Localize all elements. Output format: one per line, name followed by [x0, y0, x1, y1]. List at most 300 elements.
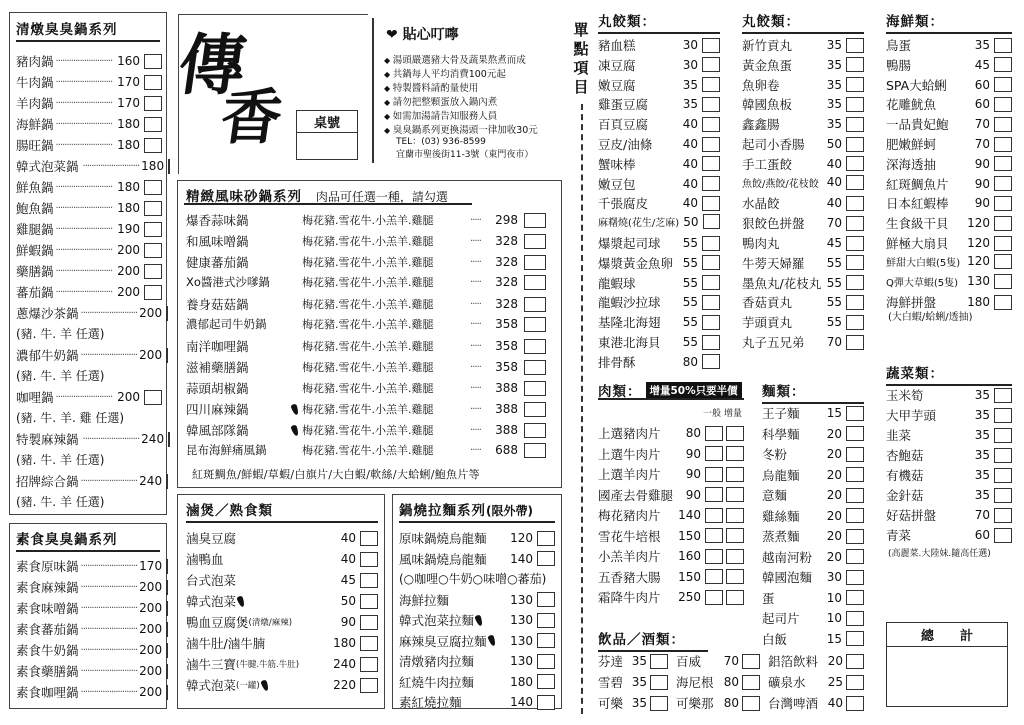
order-checkbox[interactable] [166, 580, 168, 595]
stinky-pot-row [16, 241, 162, 259]
item-name: 清燉豬肉拉麵 [399, 654, 475, 669]
item-name: 牛肉鍋 [16, 75, 54, 90]
item-name: 嫩豆腐 [598, 77, 636, 93]
meat-col-extra: 增量 [724, 409, 743, 419]
order-checkbox[interactable] [705, 569, 723, 584]
order-checkbox[interactable] [846, 696, 864, 711]
order-checkbox[interactable] [703, 214, 720, 229]
order-checkbox[interactable] [994, 216, 1012, 231]
order-checkbox[interactable] [166, 664, 168, 679]
order-checkbox[interactable] [537, 613, 555, 628]
order-checkbox[interactable] [537, 695, 555, 710]
item-price: 40 [682, 137, 698, 151]
order-checkbox[interactable] [144, 222, 162, 237]
notice-text: 如需加湯請告知服務人員 [392, 111, 498, 122]
order-checkbox[interactable] [360, 594, 378, 609]
order-checkbox[interactable] [524, 339, 546, 354]
order-checkbox[interactable] [702, 156, 720, 171]
item-name: 狠餃色拼盤 [742, 216, 805, 232]
vegetable-row [886, 446, 1012, 464]
veg-pot-row [16, 662, 162, 680]
noodle-row [399, 591, 555, 609]
item-name: 紅斑鯛魚片 [886, 176, 949, 192]
order-checkbox[interactable] [166, 306, 168, 321]
item-name: 大甲芋頭 [886, 408, 937, 423]
order-checkbox[interactable] [524, 423, 546, 438]
order-checkbox[interactable] [742, 696, 760, 711]
order-checkbox[interactable] [166, 601, 168, 616]
veg-pot-row [16, 599, 162, 617]
item-price: 90 [340, 615, 356, 629]
item-price: 35 [826, 38, 842, 52]
item-price: 180 [510, 674, 533, 689]
order-checkbox[interactable] [726, 508, 744, 523]
spicy-slot [290, 402, 302, 416]
item-price: 55 [682, 275, 698, 290]
order-checkbox[interactable] [650, 675, 668, 690]
order-checkbox[interactable] [702, 315, 720, 330]
order-checkbox[interactable] [994, 274, 1012, 289]
order-checkbox[interactable] [742, 654, 760, 669]
order-checkbox[interactable] [846, 117, 864, 132]
item-name: 東港北海貝 [598, 335, 661, 350]
order-checkbox[interactable] [166, 348, 168, 363]
order-checkbox[interactable] [994, 508, 1012, 523]
order-checkbox[interactable] [846, 196, 864, 211]
order-checkbox[interactable] [846, 654, 864, 669]
order-checkbox[interactable] [994, 156, 1012, 171]
total-label: 總 計 [887, 623, 1007, 647]
item-name: 韓式泡菜 [186, 678, 237, 693]
order-checkbox[interactable] [994, 236, 1012, 251]
item-name: 杏鮑菇 [886, 448, 924, 463]
meat-choice: 梅花豬.雪花牛.小羔羊.雞腿 [302, 298, 434, 311]
item-price: 90 [685, 487, 701, 502]
claypot-title-underline [184, 203, 472, 205]
seafood-row [886, 115, 1012, 133]
vegetable-row [886, 506, 1012, 524]
order-checkbox[interactable] [524, 381, 546, 396]
order-checkbox[interactable] [846, 97, 864, 112]
total-box[interactable] [886, 622, 1008, 707]
order-checkbox[interactable] [537, 654, 555, 669]
order-checkbox[interactable] [994, 295, 1012, 310]
order-checkbox[interactable] [524, 213, 546, 228]
order-checkbox[interactable] [846, 335, 864, 350]
order-checkbox[interactable] [144, 138, 162, 153]
item-name: 韭菜 [886, 428, 912, 443]
item-price: 170 [139, 559, 163, 573]
item-name: 素食藥膳鍋 [16, 664, 79, 679]
order-checkbox[interactable] [726, 549, 744, 564]
item-price: 45 [826, 236, 842, 250]
order-checkbox[interactable] [994, 176, 1012, 191]
noodle-single-row [762, 548, 864, 566]
item-price: 328 [495, 234, 518, 248]
leader-dots: ·························· [80, 602, 138, 614]
balls1-row [598, 194, 720, 212]
spicy-slot [290, 423, 302, 437]
item-name: 雪碧 [598, 675, 624, 690]
item-price: 120 [510, 531, 533, 545]
order-checkbox[interactable] [650, 654, 668, 669]
order-checkbox[interactable] [846, 426, 864, 441]
order-checkbox[interactable] [846, 447, 864, 462]
order-checkbox[interactable] [144, 285, 162, 300]
item-name: 水晶餃 [742, 196, 780, 212]
noodle-single-title: 麵類： [762, 380, 864, 404]
leader-dots: ·························· [80, 307, 138, 319]
order-checkbox[interactable] [702, 176, 720, 191]
leader-dots: ·························· [80, 623, 138, 635]
order-checkbox[interactable] [846, 255, 864, 270]
drink-row [676, 694, 760, 712]
item-price: 200 [139, 348, 163, 362]
noodle-title: 鍋燒拉麵系列 [399, 503, 486, 519]
item-price: 55 [682, 236, 698, 250]
item-name: 滷鴨血 [186, 552, 224, 567]
heart-icon: ❤ [386, 27, 398, 43]
stinky-pot-row [16, 304, 162, 322]
item-price: 50 [683, 214, 699, 229]
item-price: 35 [826, 77, 842, 92]
order-checkbox[interactable] [726, 467, 744, 482]
order-checkbox[interactable] [994, 77, 1012, 92]
claypot-row [186, 316, 552, 332]
order-checkbox[interactable] [705, 528, 723, 543]
order-checkbox[interactable] [144, 117, 162, 132]
meat-row [598, 588, 744, 606]
balls2-row [742, 333, 864, 351]
order-checkbox[interactable] [360, 531, 378, 546]
chili-icon [290, 424, 299, 436]
noodle-single-row [762, 486, 864, 504]
item-price: 160 [117, 54, 140, 68]
seafood-row [886, 155, 1012, 173]
item-price: 20 [826, 447, 842, 461]
order-checkbox[interactable] [702, 275, 720, 290]
drink-row [768, 673, 864, 691]
order-checkbox[interactable] [742, 675, 760, 690]
order-checkbox[interactable] [524, 255, 546, 270]
item-name: 韓國泡麵 [762, 570, 813, 585]
item-name: 蕃茄鍋 [16, 285, 54, 300]
leader-dots: ·························· [55, 286, 113, 298]
order-checkbox[interactable] [360, 573, 378, 588]
order-checkbox[interactable] [846, 570, 864, 585]
item-name: 雞蛋豆腐 [598, 97, 649, 113]
order-checkbox[interactable] [994, 448, 1012, 463]
item-name: 起司小香腸 [742, 137, 805, 152]
item-price: 20 [826, 508, 842, 523]
order-checkbox[interactable] [524, 443, 546, 458]
order-checkbox[interactable] [994, 388, 1012, 403]
order-checkbox[interactable] [705, 590, 723, 605]
meat-row [598, 506, 744, 524]
order-checkbox[interactable] [702, 97, 720, 112]
order-checkbox[interactable] [994, 137, 1012, 152]
vegetable-row [886, 386, 1012, 404]
item-name: 雞腿鍋 [16, 222, 54, 237]
item-name: 素食味噌鍋 [16, 601, 79, 616]
notice-item [384, 94, 497, 108]
item-name: 國產去骨雞腿 [598, 487, 674, 503]
stinky-pot-row [16, 73, 162, 91]
seafood-row [886, 95, 1012, 113]
order-checkbox[interactable] [144, 54, 162, 69]
order-checkbox[interactable] [524, 275, 546, 290]
item-name: 礦泉水 [768, 675, 806, 690]
balls1-row [598, 36, 720, 54]
order-checkbox[interactable] [702, 255, 720, 270]
drink-row [598, 694, 668, 712]
order-checkbox[interactable] [702, 335, 720, 350]
order-checkbox[interactable] [360, 636, 378, 651]
leader-dots: ·························· [55, 97, 113, 109]
order-checkbox[interactable] [537, 633, 555, 648]
order-checkbox[interactable] [360, 657, 378, 672]
order-checkbox[interactable] [702, 77, 720, 92]
item-price: 30 [682, 57, 698, 72]
order-checkbox[interactable] [846, 529, 864, 544]
order-checkbox[interactable] [702, 236, 720, 251]
order-checkbox[interactable] [846, 216, 864, 231]
order-checkbox[interactable] [168, 159, 170, 174]
order-checkbox[interactable] [360, 678, 378, 693]
order-checkbox[interactable] [144, 75, 162, 90]
leader-dots: ·························· [80, 644, 138, 656]
item-name: 越南河粉 [762, 549, 813, 565]
item-price: 40 [682, 176, 698, 191]
order-checkbox[interactable] [166, 643, 168, 658]
item-name: 香菇貢丸 [742, 295, 793, 311]
claypot-row [186, 232, 552, 250]
item-name: 好菇拼盤 [886, 508, 937, 523]
order-checkbox[interactable] [524, 317, 546, 332]
order-checkbox[interactable] [846, 295, 864, 310]
item-name: 濃郁起司牛奶鍋 [186, 317, 267, 331]
item-price: 35 [974, 448, 990, 462]
order-checkbox[interactable] [524, 360, 546, 375]
order-checkbox[interactable] [650, 696, 668, 711]
order-checkbox[interactable] [537, 531, 555, 546]
order-checkbox[interactable] [144, 264, 162, 279]
item-price: 35 [974, 488, 990, 502]
order-checkbox[interactable] [726, 426, 744, 441]
item-price: 130 [967, 274, 990, 289]
item-detail: (牛腱.牛筋.牛肚) [236, 660, 300, 670]
item-price: 40 [826, 156, 842, 171]
item-note: (豬. 牛. 羊 任選) [16, 327, 105, 341]
order-checkbox[interactable] [846, 38, 864, 53]
order-checkbox[interactable] [994, 97, 1012, 112]
order-checkbox[interactable] [846, 549, 864, 564]
leader-dots: ····· [470, 403, 481, 415]
order-checkbox[interactable] [705, 446, 723, 461]
order-checkbox[interactable] [846, 467, 864, 482]
order-checkbox[interactable] [846, 175, 864, 190]
item-name: 有機菇 [886, 468, 924, 483]
stinky-pot-row [16, 388, 162, 406]
item-price: 180 [117, 138, 140, 152]
item-price: 328 [495, 255, 518, 269]
order-checkbox[interactable] [524, 234, 546, 249]
claypot-header [186, 185, 448, 205]
order-checkbox[interactable] [994, 468, 1012, 483]
item-price: 200 [117, 285, 140, 299]
order-checkbox[interactable] [846, 57, 864, 72]
order-checkbox[interactable] [702, 196, 720, 211]
order-checkbox[interactable] [144, 180, 162, 195]
notice-tel: TEL：(03) 936-8599 [396, 137, 486, 147]
order-checkbox[interactable] [846, 631, 864, 646]
order-checkbox[interactable] [994, 428, 1012, 443]
item-price: 688 [495, 443, 518, 457]
stinky-pot-title: 清燉臭臭鍋系列 [16, 18, 160, 42]
stinky-pot-row [16, 157, 165, 175]
leader-dots: ·························· [55, 139, 113, 151]
order-checkbox[interactable] [994, 408, 1012, 423]
order-checkbox[interactable] [702, 38, 720, 53]
order-checkbox[interactable] [994, 528, 1012, 543]
order-checkbox[interactable] [846, 156, 864, 171]
stinky-pot-row [16, 220, 162, 238]
order-checkbox[interactable] [144, 201, 162, 216]
balls1-row [598, 333, 720, 351]
item-price: 50 [826, 137, 842, 151]
item-price: 40 [340, 531, 356, 545]
item-price: 55 [682, 295, 698, 310]
item-name: 韓式泡菜鍋 [16, 159, 79, 174]
order-checkbox[interactable] [360, 552, 378, 567]
item-name: 海鮮拉麵 [399, 592, 450, 608]
order-checkbox[interactable] [705, 467, 723, 482]
order-checkbox[interactable] [705, 487, 723, 502]
item-name: 金針菇 [886, 488, 924, 503]
balls1-row [598, 135, 720, 153]
order-checkbox[interactable] [846, 406, 864, 421]
item-price: 10 [826, 590, 842, 605]
meat-col-normal: 一般 [703, 409, 722, 419]
item-price: 70 [826, 335, 842, 349]
order-checkbox[interactable] [166, 474, 168, 489]
order-checkbox[interactable] [144, 243, 162, 258]
item-name: 鋁箔飲料 [768, 654, 819, 669]
order-checkbox[interactable] [726, 569, 744, 584]
order-checkbox[interactable] [726, 528, 744, 543]
item-name: 百威 [676, 654, 702, 669]
order-checkbox[interactable] [846, 236, 864, 251]
order-checkbox[interactable] [144, 390, 162, 405]
order-checkbox[interactable] [705, 508, 723, 523]
veg-pot-row [16, 557, 162, 575]
item-name: 韓國魚板 [742, 97, 793, 113]
order-checkbox[interactable] [537, 674, 555, 689]
meat-choice: 梅花豬.雪花牛.小羔羊.雞腿 [302, 256, 434, 269]
claypot-title: 精緻風味砂鍋系列 [186, 189, 302, 205]
order-checkbox[interactable] [994, 38, 1012, 53]
drink-row [676, 673, 760, 691]
order-checkbox[interactable] [705, 426, 723, 441]
balls1-row [598, 175, 720, 193]
leader-dots: ····· [470, 318, 481, 330]
order-checkbox[interactable] [524, 402, 546, 417]
order-checkbox[interactable] [846, 275, 864, 290]
notice-text: 湯頭嚴選豬大骨及蔬果熬煮而成 [392, 55, 526, 66]
order-checkbox[interactable] [537, 592, 555, 607]
claypot-row [186, 337, 552, 355]
leader-dots: ·························· [55, 55, 113, 67]
order-checkbox[interactable] [994, 57, 1012, 72]
item-price: 200 [117, 390, 140, 404]
item-price: 35 [631, 654, 647, 668]
item-name: 素食原味鍋 [16, 559, 79, 574]
item-price: 240 [333, 657, 356, 671]
item-price: 15 [826, 631, 842, 646]
order-checkbox[interactable] [846, 77, 864, 92]
order-checkbox[interactable] [846, 315, 864, 330]
order-checkbox[interactable] [846, 488, 864, 503]
balls2-title: 丸餃類： [742, 10, 864, 34]
logo-char-1: 傳 [173, 26, 251, 104]
order-checkbox[interactable] [846, 137, 864, 152]
order-checkbox[interactable] [144, 96, 162, 111]
item-price: 70 [974, 137, 990, 151]
order-checkbox[interactable] [994, 117, 1012, 132]
order-checkbox[interactable] [702, 117, 720, 132]
item-name: 鳥蛋 [886, 38, 912, 53]
order-checkbox[interactable] [702, 137, 720, 152]
item-price: 35 [974, 468, 990, 482]
order-checkbox[interactable] [166, 559, 168, 574]
order-checkbox[interactable] [166, 685, 168, 700]
order-checkbox[interactable] [537, 551, 555, 566]
order-checkbox[interactable] [702, 295, 720, 310]
order-checkbox[interactable] [360, 615, 378, 630]
order-checkbox[interactable] [726, 487, 744, 502]
item-price: 90 [685, 446, 701, 461]
order-checkbox[interactable] [702, 57, 720, 72]
order-checkbox[interactable] [524, 297, 546, 312]
order-checkbox[interactable] [994, 254, 1012, 269]
item-name: 青菜 [886, 528, 912, 543]
order-checkbox[interactable] [846, 611, 864, 626]
order-checkbox[interactable] [726, 590, 744, 605]
order-checkbox[interactable] [705, 549, 723, 564]
order-checkbox[interactable] [846, 590, 864, 605]
item-name: 豆皮/油條 [598, 137, 653, 152]
item-price: 140 [678, 508, 701, 522]
item-note: (豬. 牛. 羊 任選) [16, 495, 105, 509]
balls2-row [742, 254, 864, 272]
item-price: 40 [827, 696, 843, 710]
item-price: 200 [117, 264, 140, 278]
veg-pot-row [16, 578, 162, 596]
balls2-row [742, 76, 864, 94]
vegetable-note: (高麗菜.大陸妹.隨高任選) [888, 549, 991, 559]
table-number-box[interactable] [296, 110, 358, 160]
order-checkbox[interactable] [994, 488, 1012, 503]
order-checkbox[interactable] [994, 196, 1012, 211]
order-checkbox[interactable] [726, 446, 744, 461]
order-checkbox[interactable] [166, 622, 168, 637]
order-checkbox[interactable] [702, 354, 720, 369]
item-price: 35 [826, 57, 842, 72]
item-price: 30 [826, 570, 842, 584]
order-checkbox[interactable] [846, 675, 864, 690]
order-checkbox[interactable] [846, 508, 864, 523]
order-checkbox[interactable] [168, 432, 170, 447]
